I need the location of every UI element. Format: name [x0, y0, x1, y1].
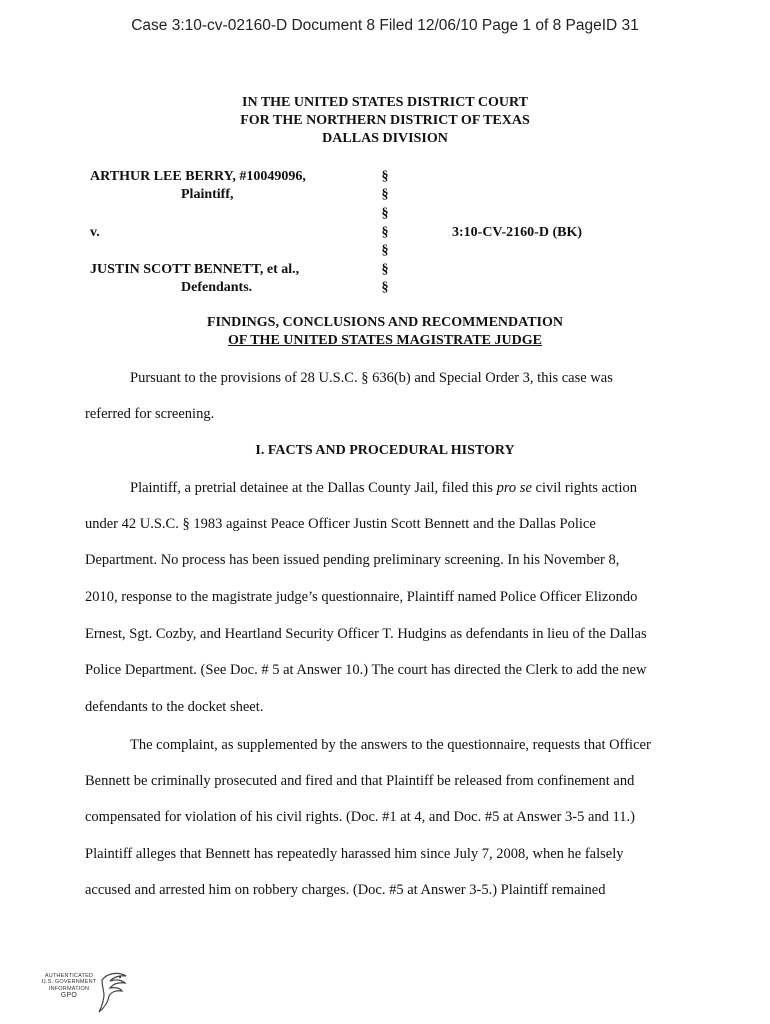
- paragraph1-line7: defendants to the docket sheet.: [85, 699, 264, 715]
- defendant-role: Defendants.: [181, 280, 253, 295]
- section-symbol: §: [381, 187, 389, 202]
- court-name-line1: IN THE UNITED STATES DISTRICT COURT: [242, 95, 528, 110]
- paragraph2-line4: Plaintiff alleges that Bennett has repeatedly harassed him since July 7, 2008, when he falsely: [85, 846, 624, 862]
- paragraph2-line2: Bennett be criminally prosecuted and fired and that Plaintiff be released from confinement and: [85, 773, 635, 789]
- paragraph2-line3: compensated for violation of his civil rights. (Doc. #1 at 4, and Doc. #5 at Answer 3-5 and 11.): [85, 809, 635, 825]
- paragraph1-line3: Department. No process has been issued pending preliminary screening. In his November 8,: [85, 552, 620, 568]
- plaintiff-name: ARTHUR LEE BERRY, #10049096,: [90, 169, 306, 184]
- section-symbol: §: [381, 243, 389, 258]
- p1-italic-text: pro se: [496, 480, 532, 496]
- section-symbol: §: [381, 169, 389, 184]
- eagle-icon: [96, 970, 130, 1014]
- document-title-line2-text: OF THE UNITED STATES MAGISTRATE JUDGE: [228, 333, 542, 348]
- p1-text-a: Plaintiff, a pretrial detainee at the Dallas County Jail, filed this: [130, 480, 497, 496]
- defendant-name: JUSTIN SCOTT BENNETT, et al.,: [90, 262, 300, 277]
- case-number: 3:10-CV-2160-D (BK): [452, 225, 582, 240]
- paragraph1-line1: [130, 480, 637, 497]
- seal-text-line1: AUTHENTICATED: [44, 973, 94, 979]
- intro-line2: referred for screening.: [85, 406, 215, 422]
- section-symbol: §: [381, 225, 389, 240]
- gpo-authentication-seal: [34, 970, 134, 1016]
- paragraph1-line4: 2010, response to the magistrate judge’s questionnaire, Plaintiff named Police Officer Elizondo: [85, 589, 638, 605]
- seal-text-gpo: GPO: [60, 992, 78, 1000]
- section-heading: I. FACTS AND PROCEDURAL HISTORY: [255, 443, 515, 458]
- document-title-line2: [0, 333, 770, 349]
- seal-text-line3: INFORMATION: [48, 985, 90, 992]
- paragraph1-line5: Ernest, Sgt. Cozby, and Heartland Security Officer T. Hudgins as defendants in lieu of the Dallas: [85, 626, 647, 642]
- versus-label: v.: [90, 225, 100, 240]
- document-title-line1: FINDINGS, CONCLUSIONS AND RECOMMENDATION: [207, 315, 563, 330]
- section-symbol: §: [381, 280, 389, 295]
- p1-text-b: civil rights action: [531, 480, 637, 496]
- court-division: DALLAS DIVISION: [322, 131, 448, 146]
- paragraph1-line2: under 42 U.S.C. § 1983 against Peace Officer Justin Scott Bennett and the Dallas Police: [85, 516, 596, 532]
- section-symbol: §: [381, 206, 389, 221]
- paragraph2-line5: accused and arrested him on robbery charges. (Doc. #5 at Answer 3-5.) Plaintiff remained: [85, 882, 606, 898]
- seal-text-line2: U.S. GOVERNMENT: [41, 979, 97, 986]
- court-name-line2: FOR THE NORTHERN DISTRICT OF TEXAS: [240, 113, 530, 128]
- paragraph2-line1: The complaint, as supplemented by the answers to the questionnaire, requests that Officer: [130, 737, 651, 753]
- plaintiff-role: Plaintiff,: [181, 187, 234, 202]
- section-symbol: §: [381, 262, 389, 277]
- intro-line1: Pursuant to the provisions of 28 U.S.C. § 636(b) and Special Order 3, this case was: [130, 370, 613, 386]
- document-header: Case 3:10-cv-02160-D Document 8 Filed 12/06/10 Page 1 of 8 PageID 31: [131, 17, 639, 34]
- paragraph1-line6: Police Department. (See Doc. # 5 at Answer 10.) The court has directed the Clerk to add the new: [85, 662, 647, 678]
